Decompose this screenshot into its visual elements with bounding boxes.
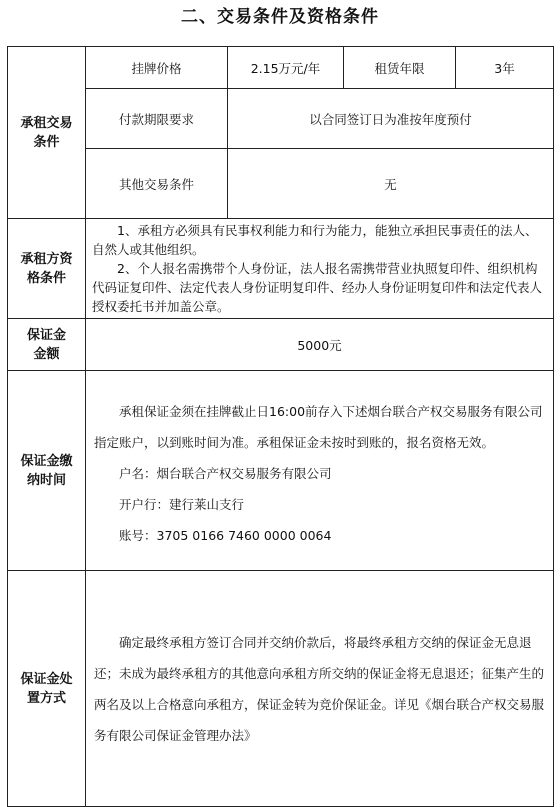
page-title: 二、交易条件及资格条件	[181, 7, 379, 27]
disposal-text: 确定最终承租方签订合同并交纳价款后，将最终承租方交纳的保证金无息退还；未成为最终承租方的其他意向承租方所交纳的保证金将无息退还；征集产生的两名及以上合格意向承租方，保证金转为竞价保证金。详见《烟台联合产权交易服务有限公司保证金管理办法》	[86, 571, 554, 807]
price-value: 2.15万元/年	[228, 47, 344, 89]
bank-name: 开户行：建行莱山支行	[119, 497, 245, 512]
payment-time-body	[86, 371, 554, 571]
price-label: 挂牌价格	[86, 47, 228, 89]
conditions-table	[7, 46, 554, 807]
deposit-amount-value: 5000元	[86, 319, 554, 371]
qualification-header: 承租方资格条件	[8, 219, 86, 319]
payment-time-header: 保证金缴纳时间	[8, 371, 86, 571]
payment-deadline-value: 以合同签订日为准按年度预付	[228, 89, 554, 149]
qualification-item-2: 2、个人报名需携带个人身份证，法人报名需携带营业执照复印件、组织机构代码证复印件、法定代表人身份证明复印件、经办人身份证明复印件和法定代表人授权委托书并加盖公章。	[92, 261, 543, 314]
payment-time-text: 承租保证金须在挂牌截止日16:00前存入下述烟台联合产权交易服务有限公司指定账户，以到账时间为准。承租保证金未按时到账的，报名资格无效。	[94, 404, 543, 450]
other-conditions-value: 无	[228, 149, 554, 219]
disposal-header: 保证金处置方式	[8, 571, 86, 807]
term-label: 租赁年限	[344, 47, 456, 89]
other-conditions-label: 其他交易条件	[86, 149, 228, 219]
trade-conditions-header: 承租交易条件	[8, 47, 86, 219]
term-value: 3年	[456, 47, 554, 89]
qualification-text	[86, 219, 554, 319]
account-name: 户名：烟台联合产权交易服务有限公司	[119, 466, 332, 481]
deposit-amount-header: 保证金金额	[8, 319, 86, 371]
qualification-item-1: 1、承租方必须具有民事权利能力和行为能力，能独立承担民事责任的法人、自然人或其他组织。	[92, 223, 538, 257]
account-number: 账号：3705 0166 7460 0000 0064	[119, 528, 332, 543]
payment-deadline-label: 付款期限要求	[86, 89, 228, 149]
